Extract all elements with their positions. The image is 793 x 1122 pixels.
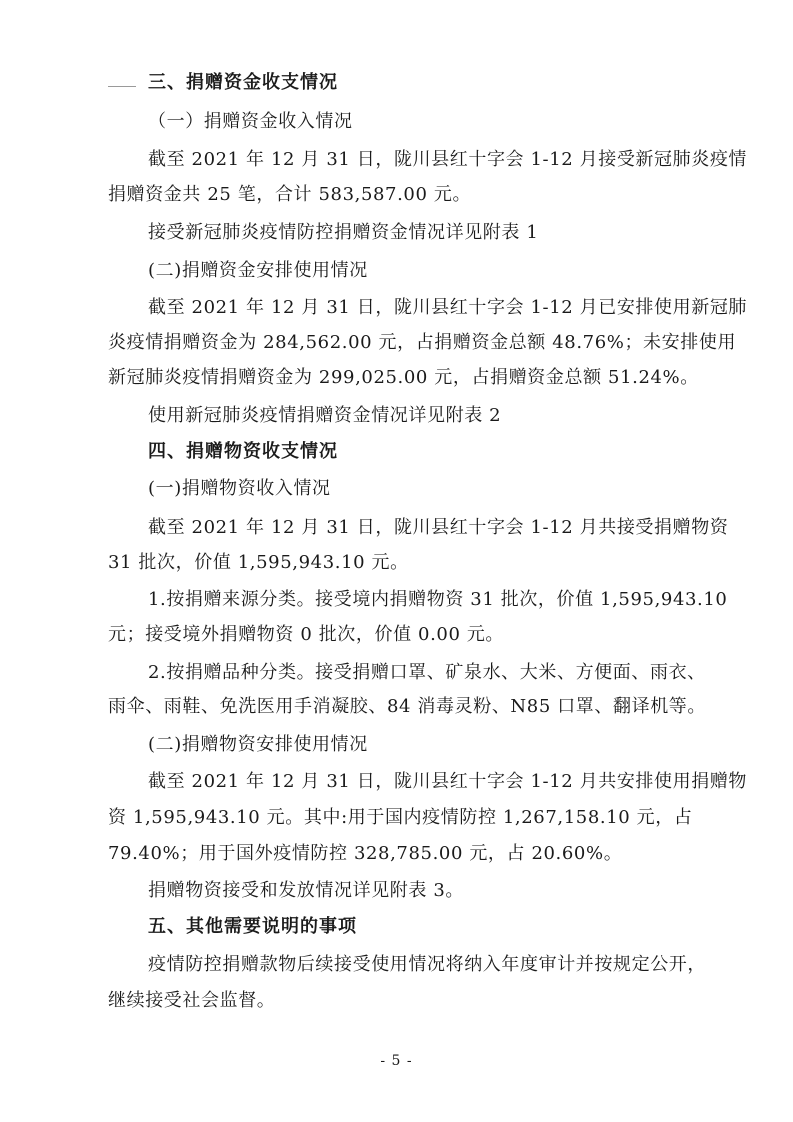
page-number: - 5 -: [380, 1053, 413, 1069]
paragraph-line: 31 批次，价值 1,595,943.10 元。: [108, 552, 409, 573]
scan-mark: [108, 86, 136, 87]
paragraph-line: 截至 2021 年 12 月 31 日，陇川县红十字会 1-12 月共接受捐赠物资: [148, 517, 729, 538]
subheading-4-2: (二)捐赠物资安排使用情况: [148, 734, 368, 755]
paragraph-line: 炎疫情捐赠资金为 284,562.00 元，占捐赠资金总额 48.76%；未安排使用: [108, 332, 737, 353]
section-heading-3: 三、捐赠资金收支情况: [148, 72, 338, 93]
paragraph-line: 元；接受境外捐赠物资 0 批次，价值 0.00 元。: [108, 624, 505, 645]
paragraph-line: 捐赠资金共 25 笔，合计 583,587.00 元。: [108, 184, 472, 205]
paragraph-line: 捐赠物资接受和发放情况详见附表 3。: [148, 880, 464, 901]
paragraph-line: 资 1,595,943.10 元。其中:用于国内疫情防控 1,267,158.10 元，占: [108, 807, 693, 828]
section-heading-4: 四、捐赠物资收支情况: [148, 441, 338, 462]
paragraph-line: 截至 2021 年 12 月 31 日，陇川县红十字会 1-12 月接受新冠肺炎疫情: [148, 149, 748, 170]
paragraph-line: 使用新冠肺炎疫情捐赠资金情况详见附表 2: [148, 405, 502, 426]
section-heading-5: 五、其他需要说明的事项: [148, 916, 357, 937]
subheading-3-2: (二)捐赠资金安排使用情况: [148, 260, 368, 281]
subheading-3-1: （一）捐赠资金收入情况: [148, 111, 353, 132]
paragraph-line: 截至 2021 年 12 月 31 日，陇川县红十字会 1-12 月共安排使用捐赠物: [148, 771, 748, 792]
paragraph-line: 雨伞、雨鞋、免洗医用手消凝胶、84 消毒灵粉、N85 口罩、翻译机等。: [108, 696, 706, 717]
paragraph-line: 1.按捐赠来源分类。接受境内捐赠物资 31 批次，价值 1,595,943.10: [148, 589, 728, 610]
subheading-4-1: (一)捐赠物资收入情况: [148, 478, 331, 499]
paragraph-line: 79.40%；用于国外疫情防控 328,785.00 元，占 20.60%。: [108, 843, 623, 864]
paragraph-line: 截至 2021 年 12 月 31 日，陇川县红十字会 1-12 月已安排使用新冠肺: [148, 297, 748, 318]
paragraph-line: 新冠肺炎疫情捐赠资金为 299,025.00 元，占捐赠资金总额 51.24%。: [108, 367, 699, 388]
paragraph-line: 接受新冠肺炎疫情防控捐赠资金情况详见附表 1: [148, 222, 539, 243]
paragraph-line: 继续接受社会监督。: [108, 990, 276, 1011]
paragraph-line: 疫情防控捐赠款物后续接受使用情况将纳入年度审计并按规定公开，: [148, 954, 706, 975]
paragraph-line: 2.按捐赠品种分类。接受捐赠口罩、矿泉水、大米、方便面、雨衣、: [148, 662, 706, 683]
